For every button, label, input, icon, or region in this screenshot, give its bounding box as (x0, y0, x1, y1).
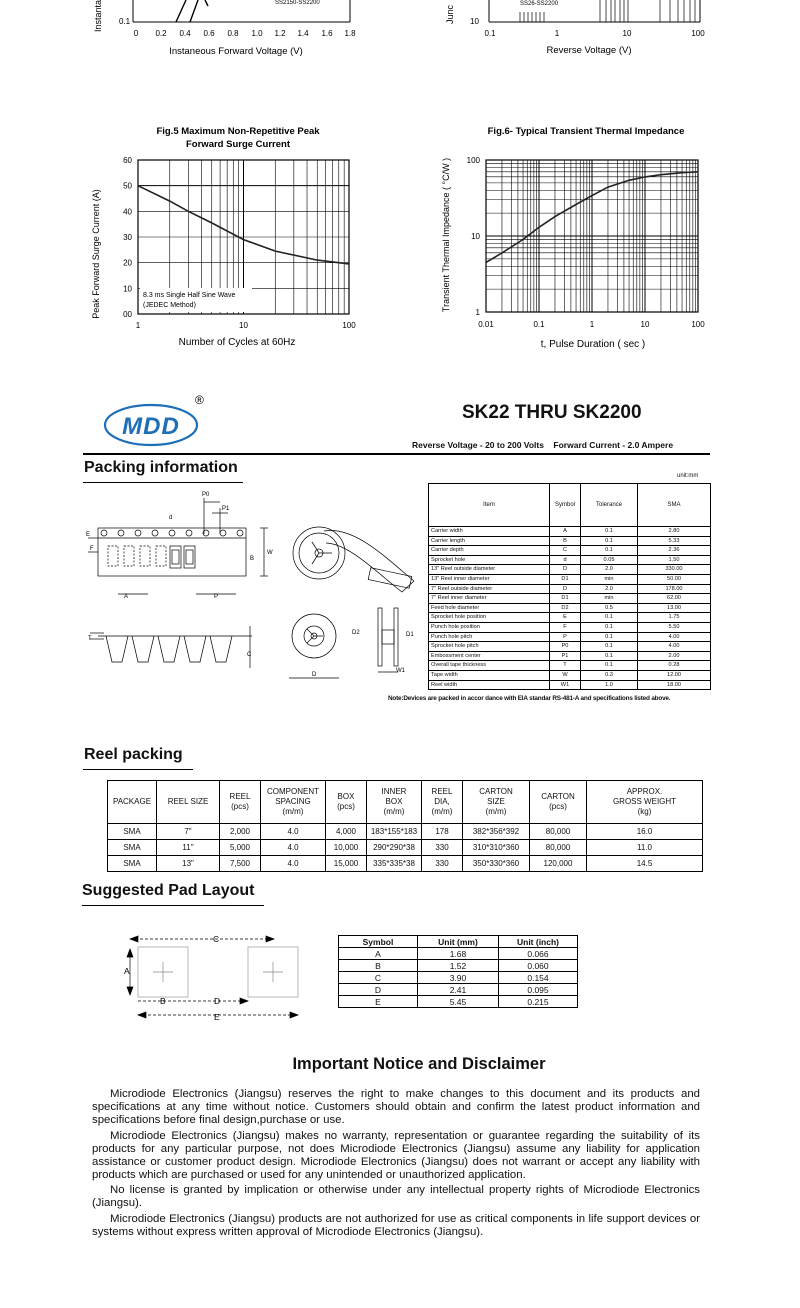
mdd-logo (100, 390, 210, 452)
top-right-tick-y: 10 (470, 17, 479, 26)
svg-text:0: 0 (133, 29, 139, 38)
reel-cell: 15,000 (326, 856, 367, 872)
svg-text:P1: P1 (222, 506, 230, 512)
packing-cell: B (550, 536, 581, 546)
fig6-x-tick-label: 0.01 (478, 320, 494, 329)
packing-cell: 0.1 (581, 536, 638, 546)
tape-reel-diagram (84, 486, 414, 686)
fig5-annotation-line1: 8.3 ms Single Half Sine Wave (143, 292, 236, 299)
reel-cell: 350*330*360 (463, 856, 530, 872)
reel-col-header (108, 781, 157, 824)
packing-cell: 4.00 (638, 642, 711, 652)
reel-table (107, 780, 703, 872)
packing-row (429, 555, 711, 565)
packing-cell: d (550, 555, 581, 565)
reel-header-line: GROSS WEIGHT (612, 797, 677, 806)
top-left-chart-fragment (93, 0, 356, 57)
reel-cell: 310*310*360 (463, 840, 530, 856)
svg-text:1.4: 1.4 (297, 29, 309, 38)
reel-header-line: COMPONENT (267, 787, 319, 796)
packing-cell: 0.05 (581, 555, 638, 565)
fig5-y-tick-label: 20 (123, 258, 132, 268)
pad-cell: 0.060 (499, 960, 578, 972)
packing-row (429, 613, 711, 623)
reel-header-line: CARTON (479, 787, 513, 796)
top-left-legend: SS2150-SS2200 (275, 0, 320, 6)
packing-cell: D1 (550, 594, 581, 604)
packing-cell: 0.1 (581, 546, 638, 556)
fig6-chart (435, 118, 735, 358)
reel-cell: 14.5 (587, 856, 703, 872)
svg-text:0.2: 0.2 (155, 29, 167, 38)
reel-row (108, 856, 703, 872)
top-left-tick-y: 0.1 (119, 17, 131, 26)
packing-unit: unit:mm (677, 473, 699, 479)
pad-cell: 2.41 (418, 984, 499, 996)
packing-cell: min (581, 574, 638, 584)
svg-text:1: 1 (554, 29, 560, 38)
packing-row (429, 680, 711, 690)
fig6-x-tick-label: 10 (640, 320, 650, 329)
packing-cell: 1.0 (581, 680, 638, 690)
packing-cell: 0.1 (581, 527, 638, 537)
reel-header-line: (kg) (637, 807, 652, 816)
notice-title: Important Notice and Disclaimer (292, 1055, 546, 1073)
packing-cell: Sprocket hole position (429, 613, 550, 623)
svg-text:1.2: 1.2 (274, 29, 286, 38)
packing-cell: Carrier length (429, 536, 550, 546)
pad-cell: D (339, 984, 418, 996)
reel-col-header (326, 781, 367, 824)
svg-text:D1: D1 (406, 632, 414, 638)
packing-cell: Sprocket hole (429, 555, 550, 565)
packing-cell: 5.33 (638, 536, 711, 546)
svg-text:T: T (88, 636, 92, 642)
packing-cell: 0.1 (581, 642, 638, 652)
packing-cell: Carrier depth (429, 546, 550, 556)
packing-cell: 2.00 (638, 651, 711, 661)
sprocket-hole (237, 530, 243, 536)
pad-cell: E (339, 996, 418, 1008)
packing-cell: 50.00 (638, 574, 711, 584)
packing-title-underline (83, 482, 243, 483)
top-right-chart-fragment (445, 0, 705, 56)
svg-text:E: E (86, 532, 91, 538)
svg-text:W: W (267, 550, 273, 556)
fig5-x-tick-label: 1 (135, 321, 141, 330)
reel-cell: 2,000 (220, 824, 261, 840)
sprocket-hole (135, 530, 141, 536)
pad-col-header: Unit (inch) (499, 936, 578, 948)
reel-cell: 290*290*38 (367, 840, 422, 856)
reel-col-header (422, 781, 463, 824)
packing-row (429, 642, 711, 652)
reel-cell: 4.0 (261, 840, 326, 856)
packing-cell: Tape width (429, 670, 550, 680)
reel-cell: 5,000 (220, 840, 261, 856)
packing-cell: 2.0 (581, 565, 638, 575)
pad-label-b: B (160, 996, 166, 1006)
packing-cell: P (550, 632, 581, 642)
pad-layout-diagram (110, 925, 310, 1025)
packing-note: Note:Devices are packed in accor dance with EIA standar RS-481-A and specifications listed above. (388, 695, 671, 702)
packing-cell: 13" Reel outside diameter (429, 565, 550, 575)
packing-cell: 0.1 (581, 632, 638, 642)
reel-header-line: INNER (381, 787, 407, 796)
svg-text:1.8: 1.8 (344, 29, 356, 38)
fig6-title: Fig.6- Typical Transient Thermal Impedance (487, 126, 685, 137)
packing-cell: Punch hole pitch (429, 632, 550, 642)
pad-label-a: A (124, 966, 130, 976)
packing-table (428, 483, 711, 690)
fig5-y-tick-label: 40 (123, 207, 132, 217)
reel-cell: 4,000 (326, 824, 367, 840)
svg-text:W1: W1 (396, 668, 405, 674)
pad-cell: 0.154 (499, 972, 578, 984)
reel-cell: 11" (157, 840, 220, 856)
pad-col-header: Unit (mm) (418, 936, 499, 948)
reel-col-header (367, 781, 422, 824)
packing-cell: 0.5 (581, 603, 638, 613)
reel-row (108, 840, 703, 856)
fig5-title-line1: Fig.5 Maximum Non-Repetitive Peak (156, 126, 320, 137)
packing-cell: 18.00 (638, 680, 711, 690)
reel-cell: 16.0 (587, 824, 703, 840)
svg-text:0.4: 0.4 (179, 29, 191, 38)
reel-cell: SMA (108, 856, 157, 872)
packing-cell: Feed hole diameter (429, 603, 550, 613)
packing-cell: 7" Reel inner diameter (429, 594, 550, 604)
svg-text:1.6: 1.6 (321, 29, 333, 38)
sprocket-hole (169, 530, 175, 536)
svg-text:A: A (124, 594, 129, 600)
reel-header-line: PACKAGE (112, 797, 152, 806)
pad-cell: A (339, 948, 418, 960)
reel-header-line: (m/m) (431, 807, 453, 816)
svg-text:B: B (250, 556, 255, 562)
top-right-legend: SS26-SS2200 (520, 1, 559, 7)
packing-row (429, 527, 711, 537)
packing-cell: min (581, 594, 638, 604)
packing-cell: 0.1 (581, 622, 638, 632)
reel-cell: 7,500 (220, 856, 261, 872)
packing-col-header: Symbol (550, 484, 581, 527)
svg-text:P0: P0 (202, 492, 210, 498)
fig6-xlabel: t, Pulse Duration ( sec ) (540, 339, 646, 350)
packing-row (429, 651, 711, 661)
header-rule (83, 453, 710, 455)
packing-cell: F (550, 622, 581, 632)
packing-cell: Embossment center (429, 651, 550, 661)
packing-cell: W (550, 670, 581, 680)
svg-text:0.8: 0.8 (227, 29, 239, 38)
reel-cell: 13" (157, 856, 220, 872)
reel-header-line: REEL (431, 787, 453, 796)
reel-cell: 382*356*392 (463, 824, 530, 840)
pad-cell: B (339, 960, 418, 972)
packing-col-header: Item (429, 484, 550, 527)
top-right-ylabel: Junc (445, 4, 455, 24)
reel-cell: 80,000 (530, 840, 587, 856)
reel-col-header (261, 781, 326, 824)
reel-cell: 183*155*183 (367, 824, 422, 840)
reel-col-header (220, 781, 261, 824)
fig5-x-tick-label: 10 (239, 321, 248, 330)
pad-label-c: C (213, 934, 220, 944)
pad-cell: 3.90 (418, 972, 499, 984)
packing-cell: 1.75 (638, 613, 711, 623)
reel-cell: 330 (422, 840, 463, 856)
pad-row (339, 960, 578, 972)
notice-paragraph-4: Microdiode Electronics (Jiangsu) products are not authorized for use as critical components in life support devices or systems without express written approval of Microdiode Electronics (Jiangsu). (92, 1213, 700, 1238)
svg-text:F: F (90, 546, 94, 552)
reel-cell: 11.0 (587, 840, 703, 856)
pad-title: Suggested Pad Layout (82, 882, 255, 899)
packing-row (429, 670, 711, 680)
pad-cell: 5.45 (418, 996, 499, 1008)
pad-col-header: Symbol (339, 936, 418, 948)
reel-header-line: (pcs) (231, 802, 249, 811)
packing-cell: 2.0 (581, 584, 638, 594)
fig5-y-tick-label: 60 (123, 156, 132, 165)
packing-row (429, 565, 711, 575)
reel-col-header (463, 781, 530, 824)
packing-cell: 7" Reel outside diameter (429, 584, 550, 594)
pad-cell: 0.095 (499, 984, 578, 996)
top-right-xlabel: Reverse Voltage (V) (546, 45, 632, 56)
svg-text:D2: D2 (352, 630, 360, 636)
fig6-y-tick-label: 1 (475, 308, 480, 317)
sprocket-hole (220, 530, 226, 536)
packing-cell: W1 (550, 680, 581, 690)
top-left-ylabel: Instanta (93, 0, 103, 32)
top-partial-charts (0, 0, 800, 62)
packing-cell: 330.00 (638, 565, 711, 575)
fig5-y-tick-label: 00 (123, 310, 132, 319)
packing-cell: 2.36 (638, 546, 711, 556)
reel-cell: 335*335*38 (367, 856, 422, 872)
sprocket-hole (118, 530, 124, 536)
packing-col-header: SMA (638, 484, 711, 527)
reel-cell: 4.0 (261, 856, 326, 872)
pad-cell: C (339, 972, 418, 984)
reel-cell: 7" (157, 824, 220, 840)
reel-header-line: DIA, (434, 797, 450, 806)
fig5-x-tick-label: 100 (342, 321, 356, 330)
packing-cell: T (550, 661, 581, 671)
reel-cell: 330 (422, 856, 463, 872)
packing-cell: 0.1 (581, 651, 638, 661)
pad-table (338, 935, 578, 1008)
packing-cell: Carrier width (429, 527, 550, 537)
packing-cell: 13.00 (638, 603, 711, 613)
packing-row (429, 536, 711, 546)
reel-cell: 80,000 (530, 824, 587, 840)
packing-cell: 62.00 (638, 594, 711, 604)
packing-cell: 178.00 (638, 584, 711, 594)
packing-cell: Reel width (429, 680, 550, 690)
packing-cell: 12.00 (638, 670, 711, 680)
reel-header-line: SIZE (487, 797, 505, 806)
notice-paragraph-2: Microdiode Electronics (Jiangsu) makes no warranty, representation or guarantee regarding the suitability of its products for any particular purpose, not does Microdiode Electronics (Jiangsu) assume any liability for application assistance or customer product design. Microdiode Electronics (Jiangsu) does not warrant or accept any liability with products which are purchased or used for any unintended or unauthorized application. (92, 1130, 700, 1181)
reel-header-line: REEL SIZE (167, 797, 209, 806)
reel-header-line: BOX (337, 792, 355, 801)
pad-row (339, 972, 578, 984)
reel-col-header (157, 781, 220, 824)
pad-cell: 1.68 (418, 948, 499, 960)
fig5-y-tick-label: 50 (123, 181, 132, 191)
logo-text: MDD (122, 413, 180, 440)
packing-cell: D (550, 565, 581, 575)
packing-cell: P1 (550, 651, 581, 661)
packing-cell: 0.1 (581, 661, 638, 671)
svg-text:C: C (247, 652, 252, 658)
packing-cell: D2 (550, 603, 581, 613)
reel-col-header (587, 781, 703, 824)
reel-header-line: BOX (385, 797, 403, 806)
sprocket-hole (186, 530, 192, 536)
svg-text:0.1: 0.1 (484, 29, 496, 38)
fig6-ylabel: Transient Thermal Impedance ( °C/W ) (441, 157, 451, 313)
svg-text:P: P (214, 594, 219, 600)
packing-cell: D (550, 584, 581, 594)
reel-cell: 4.0 (261, 824, 326, 840)
pad-cell: 0.215 (499, 996, 578, 1008)
fig5-xlabel: Number of Cycles at 60Hz (178, 337, 296, 348)
packing-cell: 0.1 (581, 613, 638, 623)
packing-row (429, 546, 711, 556)
fig5-annotation-line2: (JEDEC Method) (143, 302, 196, 309)
packing-row (429, 584, 711, 594)
packing-cell: E (550, 613, 581, 623)
reel-header-line: (m/m) (383, 807, 405, 816)
packing-row (429, 603, 711, 613)
reel-title-underline (83, 769, 193, 770)
packing-row (429, 661, 711, 671)
packing-cell: Punch hole position (429, 622, 550, 632)
fig5-title-line2: Forward Surge Current (186, 139, 290, 150)
packing-cell: 5.50 (638, 622, 711, 632)
fig6-x-tick-label: 1 (589, 320, 595, 329)
packing-row (429, 574, 711, 584)
packing-cell: Overall tape thickness (429, 661, 550, 671)
packing-cell: 2.80 (638, 527, 711, 537)
pad-title-underline (82, 905, 264, 906)
notice-paragraph-3: No license is granted by implication or otherwise under any intellectual property rights of Microdiode Electronics (Jiangsu). (92, 1184, 700, 1209)
reel-cell: 178 (422, 824, 463, 840)
reel-header-line: CARTON (541, 792, 575, 801)
pad-cell: 1.52 (418, 960, 499, 972)
reel-col-header (530, 781, 587, 824)
packing-row (429, 622, 711, 632)
pad-label-d: D (214, 996, 221, 1006)
reel-cell: 120,000 (530, 856, 587, 872)
reel-header-line: APPROX. (626, 787, 663, 796)
svg-text:10: 10 (622, 29, 632, 38)
reel-header-line: SPACING (275, 797, 311, 806)
fig5-chart (85, 118, 385, 358)
packing-cell: 1.50 (638, 555, 711, 565)
packing-cell: 4.00 (638, 632, 711, 642)
sprocket-hole (101, 530, 107, 536)
pad-row (339, 948, 578, 960)
packing-cell: 13" Reel inner diameter (429, 574, 550, 584)
reel-cell: SMA (108, 824, 157, 840)
reel-header-line: (m/m) (485, 807, 507, 816)
reel-header-line: REEL (229, 792, 251, 801)
pad-cell: 0.066 (499, 948, 578, 960)
fig6-y-tick-label: 100 (466, 156, 480, 165)
fig6-x-tick-label: 100 (691, 320, 705, 329)
svg-text:0.6: 0.6 (203, 29, 215, 38)
reel-header-line: (pcs) (337, 802, 355, 811)
reel-row (108, 824, 703, 840)
fig5-y-tick-label: 30 (123, 233, 132, 242)
sprocket-hole (152, 530, 158, 536)
reel-title: Reel packing (84, 746, 183, 763)
reel-header-line: (pcs) (549, 802, 567, 811)
fig5-y-tick-label: 10 (123, 284, 132, 294)
packing-row (429, 632, 711, 642)
packing-row (429, 594, 711, 604)
notice-paragraph-1: Microdiode Electronics (Jiangsu) reserves the right to make changes to this document and its products and specifications at any time without notice. Customers should obtain and confirm the latest product information and specifications before final design,purchase or use. (92, 1088, 700, 1126)
reel-cell: SMA (108, 840, 157, 856)
packing-cell: A (550, 527, 581, 537)
packing-cell: Sprocket hole pitch (429, 642, 550, 652)
top-left-xlabel: Instaneous Forward Voltage (V) (169, 46, 303, 57)
packing-cell: 0.28 (638, 661, 711, 671)
packing-cell: P0 (550, 642, 581, 652)
packing-col-header: Tolerance (581, 484, 638, 527)
reel-cell: 10,000 (326, 840, 367, 856)
svg-text:100: 100 (691, 29, 705, 38)
packing-cell: D1 (550, 574, 581, 584)
product-subtitle: Reverse Voltage - 20 to 200 Volts Forward Current - 2.0 Ampere (412, 440, 674, 450)
packing-title: Packing information (84, 459, 238, 476)
packing-cell: C (550, 546, 581, 556)
product-title: SK22 THRU SK2200 (462, 402, 642, 423)
svg-text:1.0: 1.0 (251, 29, 263, 38)
reel-header-line: (m/m) (282, 807, 304, 816)
fig6-y-tick-label: 10 (471, 232, 480, 241)
svg-text:d: d (169, 515, 173, 521)
svg-text:D: D (312, 672, 317, 678)
pad-row (339, 984, 578, 996)
packing-cell: 0.3 (581, 670, 638, 680)
pad-row (339, 996, 578, 1008)
registered-mark: ® (195, 393, 204, 407)
fig5-ylabel: Peak Forward Surge Current (A) (91, 189, 101, 319)
fig6-x-tick-label: 0.1 (533, 320, 545, 329)
pad-label-e: E (214, 1012, 220, 1022)
